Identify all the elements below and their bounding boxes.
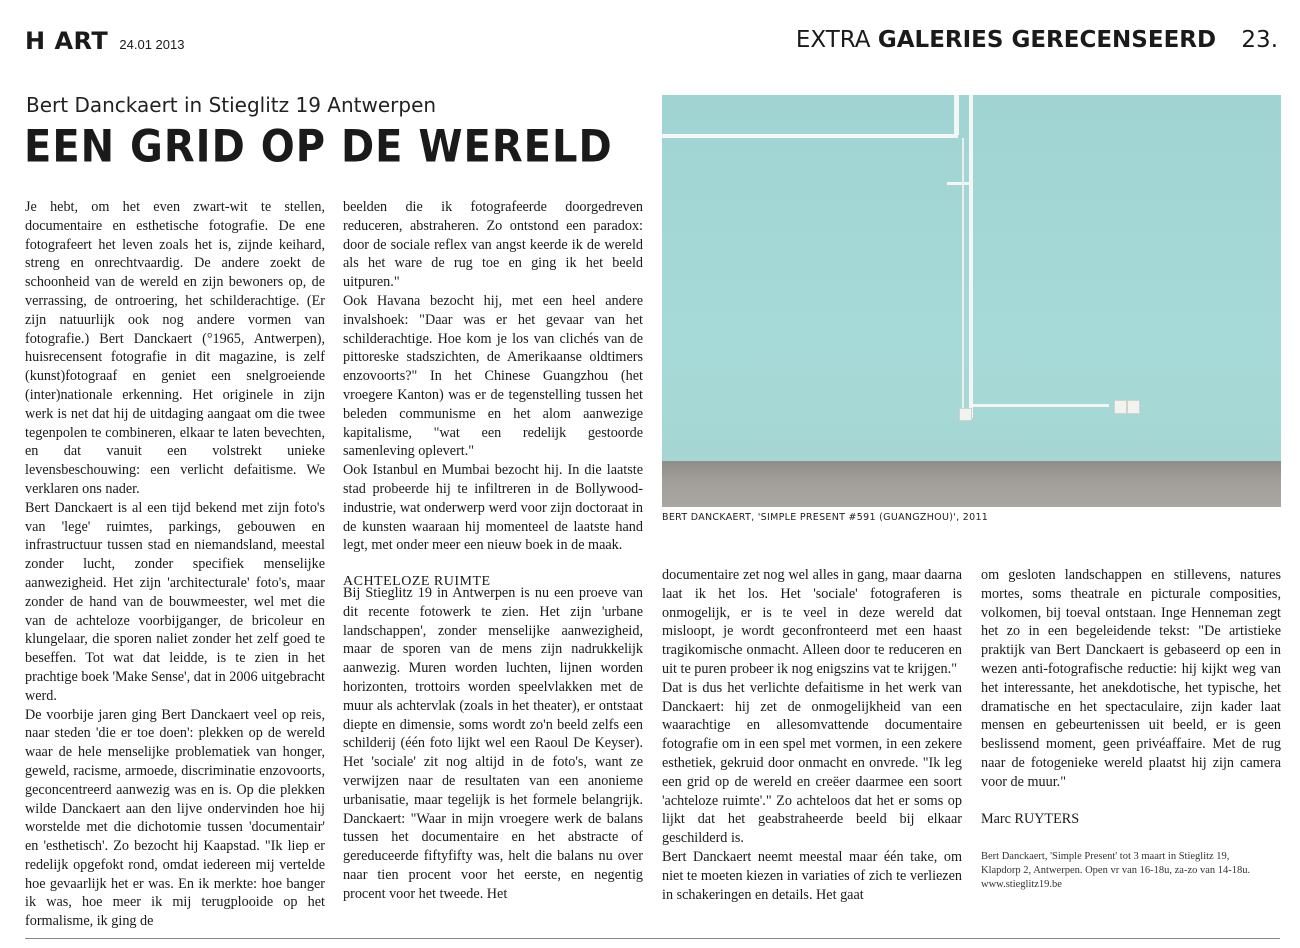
conduit-vertical	[969, 95, 973, 418]
paragraph: Ook Istanbul en Mumbai bezocht hij. In die laatste stad probeerde hij te infiltreren in de Bollywood-industrie, wat onderwerp werd voor zijn doctoraat in de kunsten waaraan hij momenteel de laatste hand legt, met onder meer een nieuw boek in de maak.	[343, 462, 643, 554]
exhibition-url: www.stieglitz19.be	[981, 879, 1062, 891]
paragraph: Bij Stieglitz 19 in Antwerpen is nu een proeve van dit recente fotowerk te zien. Het zijn 'urbane landschappen', zonder menselijke aanwezigheid, maar de sporen van de mens zijn nadrukkelijk aanwezig. Muren worden luchten, lijnen worden horizonten, trottoirs worden speelvlakken met de muur als achtervlak (zoals in het theater), er ontstaat diepte en dimensie, soms wordt zo'n beeld zelfs een schilderij (één foto lijkt wel een Raoul De Keyser). Het 'sociale' zit nog altijd in de foto's, want ze verwijzen naar de resultaten van een anonieme urbanisatie, maar tegelijk is het formele belangrijk. Danckaert: "Waar in mijn vroegere werk de balans tussen het documentaire en het abstracte of gereduceerde fiftyfifty was, helt die balans nu over naar tien procent voor het eerste, en negentig procent voor het tweede. Het	[343, 585, 643, 902]
section-subhead: ACHTELOZE RUIMTE	[343, 574, 491, 590]
issue-date: 24.01 2013	[119, 37, 185, 52]
wall-socket	[959, 408, 972, 421]
conduit-floor-run	[969, 404, 1109, 407]
column-3	[662, 566, 962, 904]
section-label: EXTRA	[795, 27, 871, 53]
column-4	[981, 566, 1281, 892]
publication-name: H ART	[25, 27, 109, 55]
conduit-vertical	[954, 95, 959, 135]
paragraph: documentaire zet nog wel alles in gang, maar daarna laat ik het los. Het 'sociale' fotograferen is onmogelijk, er is te veel in deze wereld dat misloopt, je wordt geconfronteerd met een haast tragikomische onmacht. Alleen door te reduceren en uit te puren probeer ik nog enigszins vat te krijgen."	[662, 567, 962, 677]
column-1	[25, 198, 325, 931]
paragraph: De voorbije jaren ging Bert Danckaert veel op reis, naar steden 'die er toe doen': plekken op de wereld waar de hele menselijke problematiek van honger, geweld, racisme, armoede, discriminatie enzovoorts, geconcentreerd aanwezig was en is. Op die plekken wilde Danckaert aan den lijve ondervinden hoe hij worstelde met die dichotomie tussen 'documentair' en 'esthetisch'. Zo bezocht hij Kaapstad. "Ik liep er redelijk opgefokt rond, omdat iedereen mij vertelde hoe gevaarlijk het er was. En ik merkte: hoe banger ik was, hoe meer ik mij terugplooide op het formalisme, ik ging de	[25, 706, 325, 930]
masthead	[25, 27, 184, 55]
paragraph: Je hebt, om het even zwart-wit te stellen, documentaire en esthetische fotografie. De ene fotografeert het leven zoals het is, zijnde keihard, streng en onrechtvaardig. De andere zoekt de schoonheid van de wereld en zijn bewoners op, de verrassing, de ontroering, het schilderachtige. (Er zijn natuurlijk ook nog andere vormen van fotografie.) Bert Danckaert (°1965, Antwerpen), huisrecensent fotografie in dit magazine, is zelf (kunst)fotograaf en geniet een snelgroeiende (inter)nationale erkenning. Het originele in zijn werk is net dat hij de uitdaging aangaat om die twee tegenpolen te combineren, elkaar te laten bevechten, en dat vanuit een volstrekt unieke levensbeschouwing: een verlicht defaitisme. We verklaren ons nader.	[25, 199, 325, 497]
paragraph: Dat is dus het verlichte defaitisme in het werk van Danckaert: hij zet de onmogelijkheid van een waarachtige en allesomvattende documentaire fotografie om in een spel met vormen, in een zekere esthetiek, gekruid door onmacht en onvrede. "Ik leg een grid op de wereld en creëer daarmee een soort 'achteloze ruimte'." Zo achteloos dat het er soms op lijkt dat het geabstraheerde beeld bij elkaar geschilderd is.	[662, 679, 962, 847]
author-signature: Marc RUYTERS	[981, 810, 1080, 827]
paragraph: Bert Danckaert neemt meestal maar één take, om niet te moeten kiezen in variaties of zich te verliezen in schakeringen en details. Het gaat	[662, 848, 962, 903]
wall-socket	[1127, 400, 1140, 414]
paragraph: om gesloten landschappen en stillevens, natures mortes, soms theatrale en picturale composities, volkomen, bij toeval ontstaan. Inge Henneman zegt het zo in een begeleidende tekst: "De artistieke praktijk van Bert Danckaert is gebaseerd op een in wezen anti-fotografische reductie: hij kijkt weg van het interessante, het anekdotische, het typische, het dramatische en het spectaculaire, zijn kader laat mensen en gebeurtenissen uit beeld, er is geen beslissend moment, geen privéaffaire. Met de rug naar de fotogenieke wereld plaatst hij zijn camera voor de muur."	[981, 567, 1281, 790]
conduit-horizontal	[662, 134, 958, 138]
conduit-horizontal-short	[947, 182, 969, 185]
footer-rule	[25, 938, 1280, 939]
article-headline: EEN GRID OP DE WERELD	[24, 121, 613, 173]
paragraph: Bert Danckaert is al een tijd bekend met zijn foto's van 'lege' ruimtes, parkings, gebouwen en infrastructuur tussen stad en niemandsland, meestal zonder lucht, zonder specifiek menselijke aanwezigheid. Het zijn 'architecturale' foto's, maar zonder de hand van de bouwmeester, wel met die van de achteloze voorbijganger, de bricoleur en klungelaar, die sporen naliet zonder het zelf goed te beseffen. Tot wat dat leidde, is te zien in het prachtige boek 'Make Sense', dat in 2006 uitgebracht werd.	[25, 499, 325, 704]
cable-vertical	[962, 138, 964, 408]
exhibition-line: Bert Danckaert, 'Simple Present' tot 3 maart in Stieglitz 19,	[981, 851, 1230, 863]
paragraph: beelden die ik fotografeerde doorgedreven reduceren, abstraheren. Zo ontstond een paradox: door de sociale reflex van angst keerde ik de wereld als het ware de rug toe en ging ik het beeld uitpuren."	[343, 199, 643, 291]
section-title: GALERIES GERECENSEERD	[877, 27, 1217, 53]
exhibition-info	[981, 850, 1281, 892]
column-2	[343, 198, 643, 608]
page-number: 23.	[1241, 27, 1278, 53]
paragraph: Ook Havana bezocht hij, met een heel andere invalshoek: "Daar was er het gevaar van het schilderachtige. Hoe kom je los van clichés van de pittoreske stadszichten, de Amerikaanse oldtimers enzovoorts?" In het Chinese Guangzhou (het vroegere Kanton) was er de tegenstelling tussen het beleden communisme en het alom aanwezige kapitalisme, "wat een redelijk gestoorde samenleving oplevert."	[343, 292, 643, 460]
column-2-continued	[343, 584, 643, 904]
section-header	[796, 27, 1278, 53]
exhibition-line: Klapdorp 2, Antwerpen. Open vr van 16-18u, za-zo van 14-18u.	[981, 865, 1251, 877]
floor	[662, 461, 1281, 507]
article-photo	[662, 95, 1281, 507]
wall-socket	[1114, 400, 1127, 414]
photo-caption: BERT DANCKAERT, 'SIMPLE PRESENT #591 (GUANGZHOU)', 2011	[662, 512, 989, 523]
article-subtitle: Bert Danckaert in Stieglitz 19 Antwerpen	[26, 93, 437, 117]
